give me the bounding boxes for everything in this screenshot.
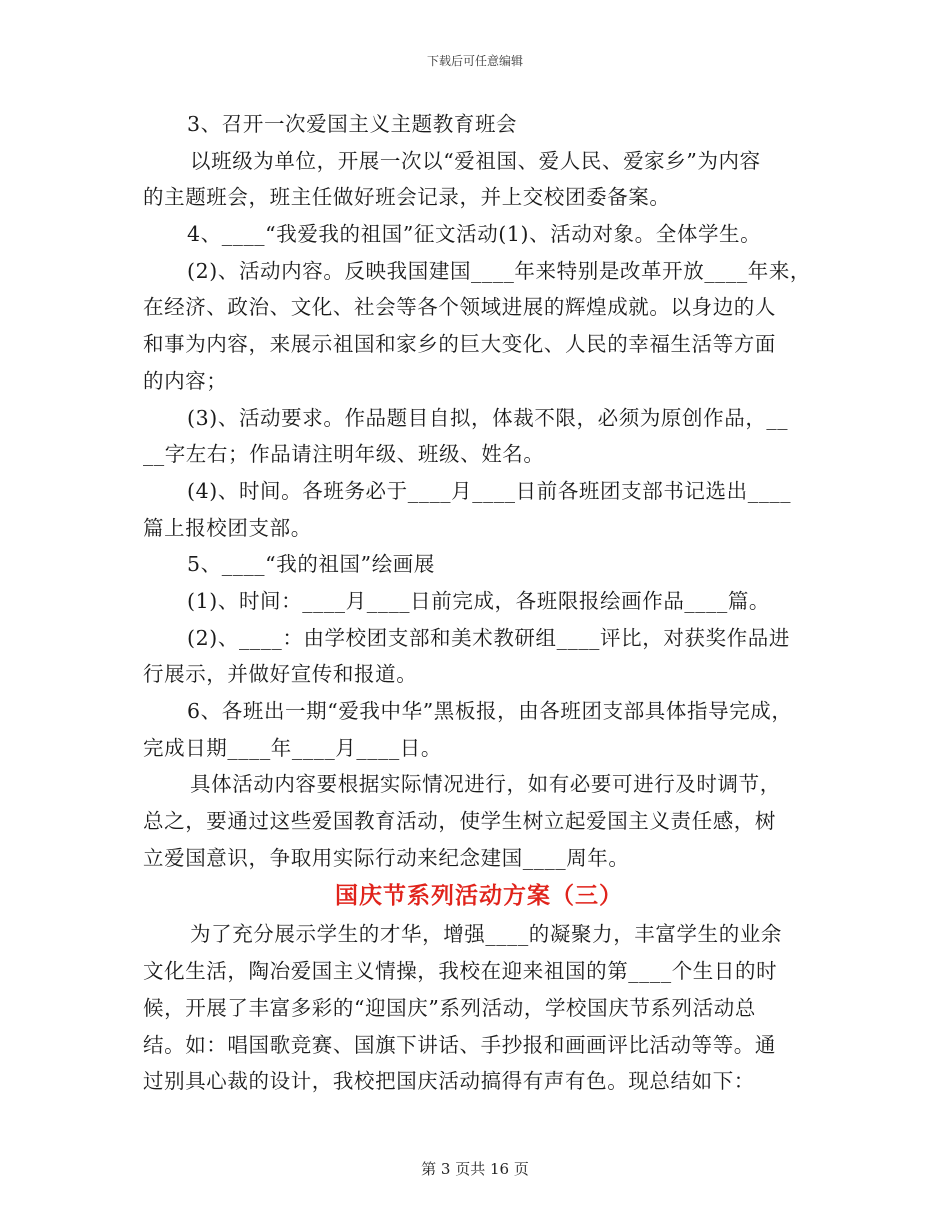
paragraph-line: 候，开展了丰富多彩的“迎国庆”系列活动，学校国庆节系列活动总 <box>143 995 756 1020</box>
paragraph-line: 在经济、政治、文化、社会等各个领域进展的辉煌成就。以身边的人 <box>143 295 776 320</box>
paragraph-line: 和事为内容，来展示祖国和家乡的巨大变化、人民的幸福生活等方面 <box>143 332 776 357</box>
paragraph-line: 具体活动内容要根据实际情况进行，如有必要可进行及时调节， <box>190 772 781 797</box>
paragraph-line: 的内容； <box>143 368 228 393</box>
paragraph-line: (2)、____：由学校团支部和美术教研组____评比，对获奖作品进 <box>187 625 790 650</box>
paragraph-line: __字左右；作品请注明年级、班级、姓名。 <box>143 442 545 467</box>
paragraph-line: 篇上报校团支部。 <box>143 515 312 540</box>
paragraph-line: 完成日期____年____月____日。 <box>143 735 442 760</box>
paragraph-line: 行展示，并做好宣传和报道。 <box>143 662 418 687</box>
page-header: 下载后可任意编辑 <box>426 54 523 68</box>
item-heading-4: 4、____“我爱我的祖国”征文活动(1)、活动对象。全体学生。 <box>187 222 762 247</box>
document-body <box>143 106 815 1100</box>
paragraph-line: (2)、活动内容。反映我国建国____年来特别是改革开放____年来， <box>187 258 812 283</box>
section-title: 国庆节系列活动方案（三） <box>335 882 623 910</box>
paragraph-line: (4)、时间。各班务必于____月____日前各班团支部书记选出____ <box>187 478 792 503</box>
item-heading-5: 5、____“我的祖国”绘画展 <box>187 552 436 577</box>
paragraph-line: 立爱国意识，争取用实际行动来纪念建国____周年。 <box>143 845 630 870</box>
paragraph-line: (3)、活动要求。作品题目自拟，体裁不限，必须为原创作品，__ <box>187 405 789 430</box>
paragraph-line: 文化生活，陶冶爱国主义情操，我校在迎来祖国的第____个生日的时 <box>143 959 778 984</box>
paragraph-line: 以班级为单位，开展一次以“爱祖国、爱人民、爱家乡”为内容 <box>190 148 761 173</box>
item-heading-6: 6、各班出一期“爱我中华”黑板报，由各班团支部具体指导完成， <box>187 699 793 723</box>
paragraph-line: 总之，要通过这些爱国教育活动，使学生树立起爱国主义责任感，树 <box>143 809 776 834</box>
paragraph-line: 为了充分展示学生的才华，增强____的凝聚力，丰富学生的业余 <box>190 922 782 947</box>
page-footer: 第 3 页共 16 页 <box>421 1160 529 1178</box>
paragraph-line: 结。如：唱国歌竞赛、国旗下讲话、手抄报和画画评比活动等等。通 <box>143 1032 776 1057</box>
item-heading-3: 3、召开一次爱国主义主题教育班会 <box>187 112 518 136</box>
paragraph-line: 的主题班会，班主任做好班会记录，并上交校团委备案。 <box>143 185 671 210</box>
paragraph-line: 过别具心裁的设计，我校把国庆活动搞得有声有色。现总结如下： <box>143 1069 755 1094</box>
paragraph-line: (1)、时间：____月____日前完成，各班限报绘画作品____篇。 <box>187 588 771 613</box>
